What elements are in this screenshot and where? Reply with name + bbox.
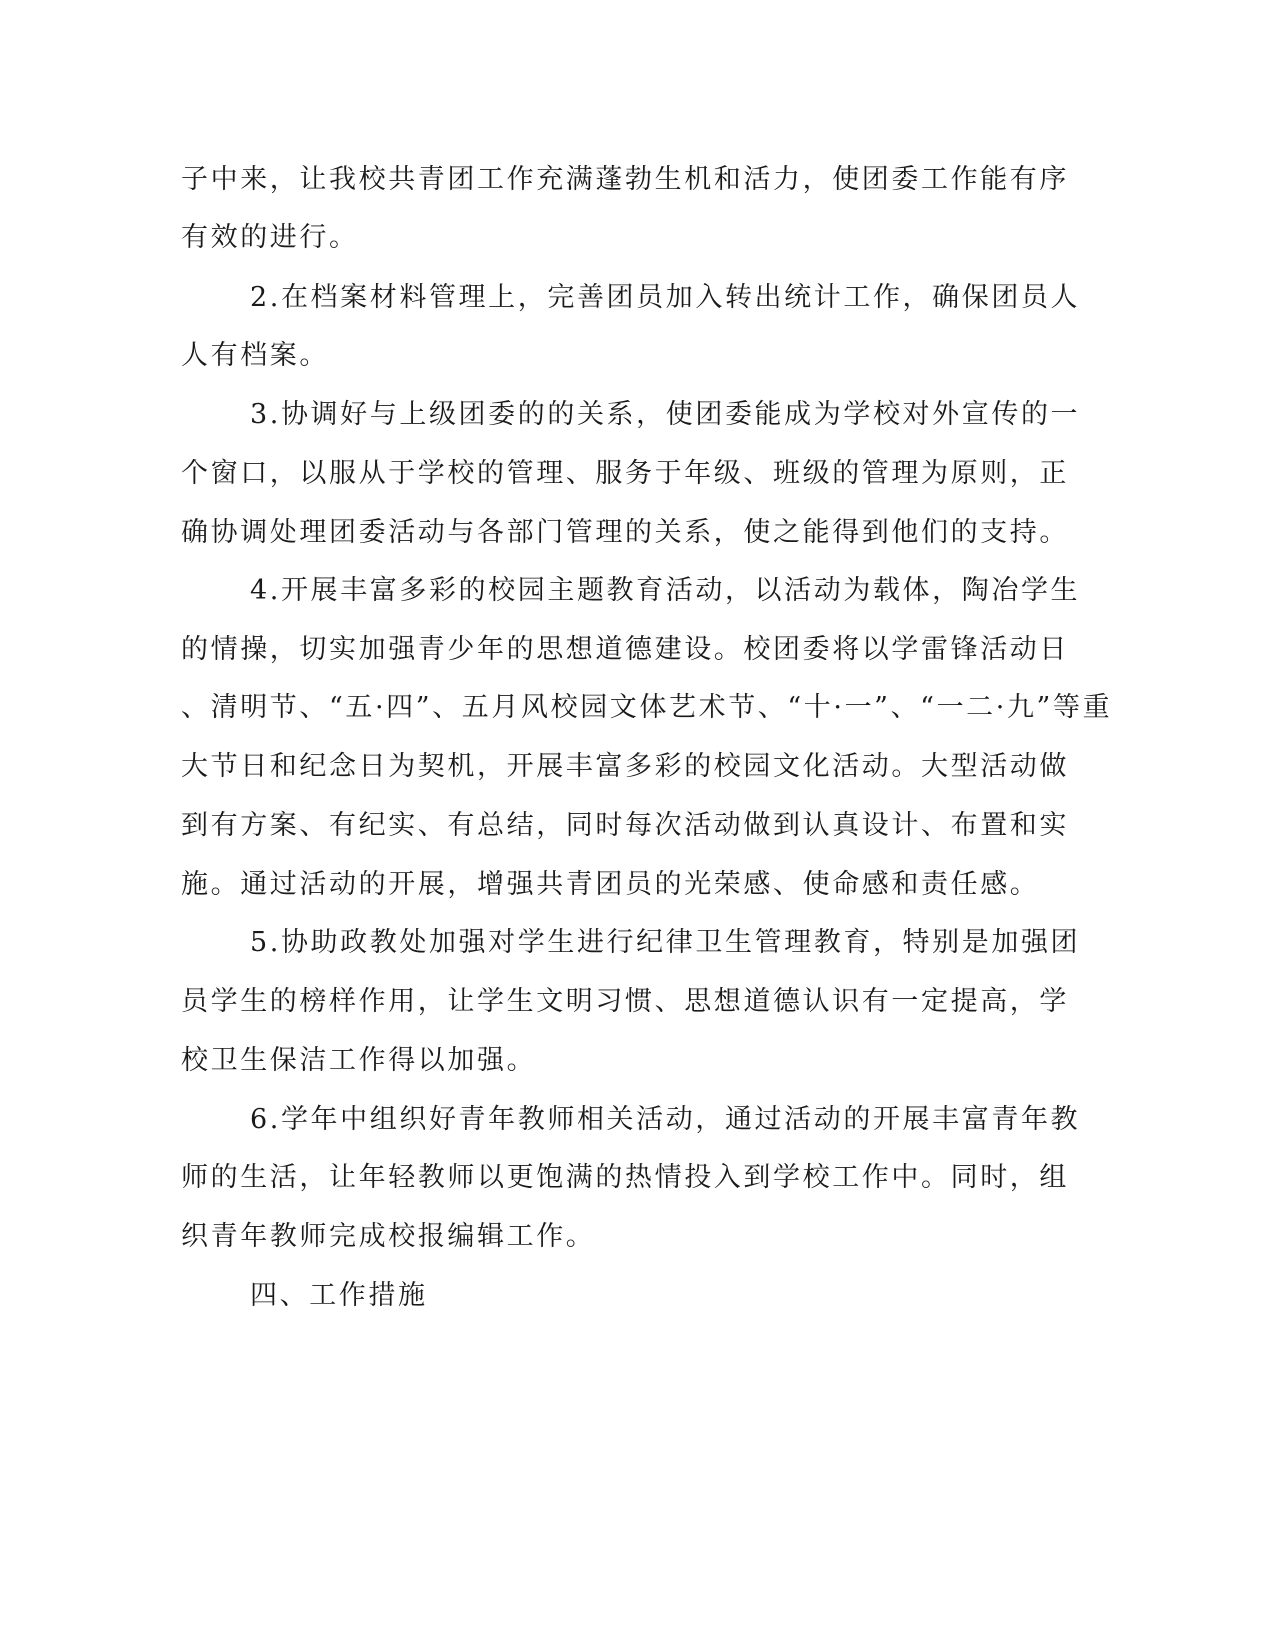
text-line: 到有方案、有纪实、有总结，同时每次活动做到认真设计、布置和实 xyxy=(181,810,1069,841)
text-line: 确协调处理团委活动与各部门管理的关系，使之能得到他们的支持。 xyxy=(181,517,1069,548)
text-line: 织青年教师完成校报编辑工作。 xyxy=(181,1221,596,1252)
text-line: 人有档案。 xyxy=(181,340,329,371)
text-line: 的情操，切实加强青少年的思想道德建设。校团委将以学雷锋活动日 xyxy=(181,634,1069,665)
text-line: 校卫生保洁工作得以加强。 xyxy=(181,1045,537,1076)
text-line: 3.协调好与上级团委的的关系，使团委能成为学校对外宣传的一 xyxy=(250,399,1081,430)
text-line: 4.开展丰富多彩的校园主题教育活动，以活动为载体，陶冶学生 xyxy=(250,575,1081,606)
text-line: 个窗口，以服从于学校的管理、服务于年级、班级的管理为原则，正 xyxy=(181,458,1069,489)
section-heading: 四、工作措施 xyxy=(250,1280,428,1311)
text-line: 大节日和纪念日为契机，开展丰富多彩的校园文化活动。大型活动做 xyxy=(181,751,1069,782)
text-line: 员学生的榜样作用，让学生文明习惯、思想道德认识有一定提高，学 xyxy=(181,986,1069,1017)
text-line: 师的生活，让年轻教师以更饱满的热情投入到学校工作中。同时，组 xyxy=(181,1162,1069,1193)
text-line: 5.协助政教处加强对学生进行纪律卫生管理教育，特别是加强团 xyxy=(250,927,1081,958)
text-line: 施。通过活动的开展，增强共青团员的光荣感、使命感和责任感。 xyxy=(181,869,1040,900)
text-line: 子中来，让我校共青团工作充满蓬勃生机和活力，使团委工作能有序 xyxy=(181,164,1069,195)
text-line: 、清明节、“五·四”、五月风校园文体艺术节、“十·一”、“一二·九”等重 xyxy=(181,692,1113,723)
text-line: 2.在档案材料管理上，完善团员加入转出统计工作，确保团员人 xyxy=(250,282,1081,313)
text-line: 6.学年中组织好青年教师相关活动，通过活动的开展丰富青年教 xyxy=(250,1104,1081,1135)
text-line: 有效的进行。 xyxy=(181,222,359,253)
